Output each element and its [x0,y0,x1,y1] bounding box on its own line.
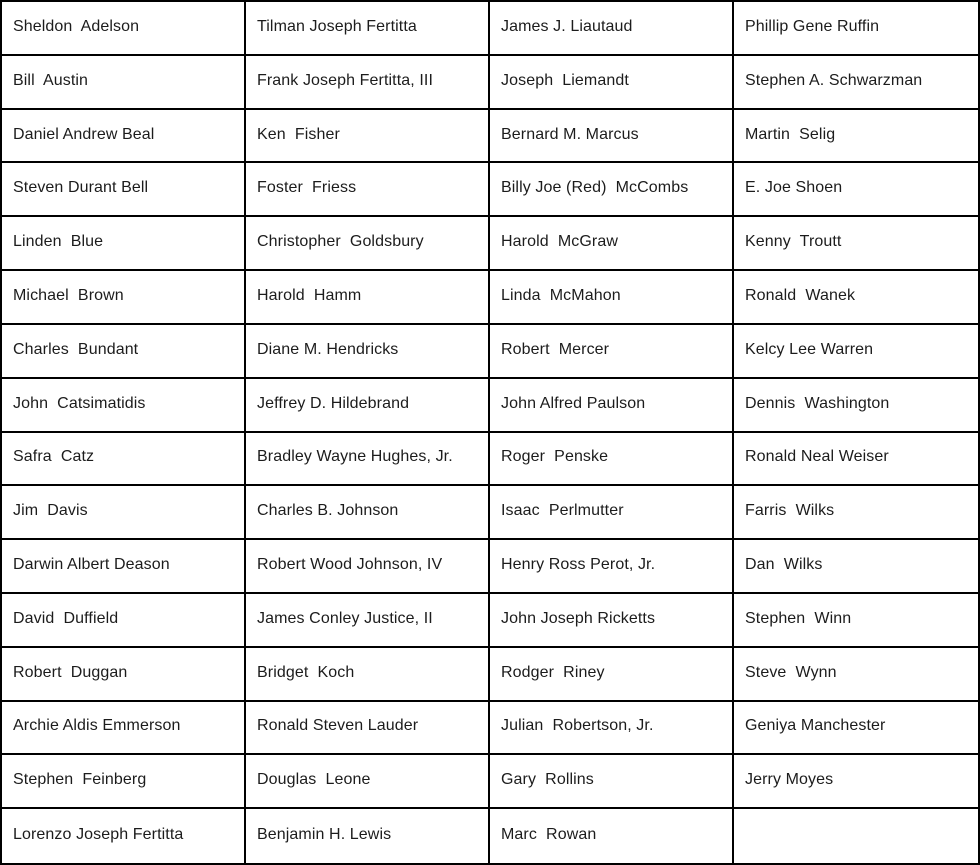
person-name: Stephen A. Schwarzman [745,71,923,89]
table-cell [734,271,978,325]
table-cell [490,325,734,379]
table-cell [2,594,246,648]
person-name: Kenny Troutt [745,233,842,251]
person-name: Bernard M. Marcus [501,125,639,143]
table-cell [734,648,978,702]
table-cell [2,110,246,164]
person-name: Marc Rowan [501,826,597,844]
person-name: James Conley Justice, II [257,609,433,627]
table-cell [734,594,978,648]
person-name: Joseph Liemandt [501,71,629,89]
table-cell [2,217,246,271]
person-name: Linda McMahon [501,286,621,304]
person-name: Tilman Joseph Fertitta [257,17,417,35]
table-cell [490,809,734,863]
person-name: Dennis Washington [745,394,890,412]
table-cell [734,110,978,164]
table-cell [734,540,978,594]
table-cell [2,755,246,809]
person-name: Phillip Gene Ruffin [745,17,880,35]
person-name: E. Joe Shoen [745,179,843,197]
table-cell [246,540,490,594]
person-name: Roger Penske [501,448,609,466]
table-cell [490,56,734,110]
table-cell [2,56,246,110]
person-name: Jim Davis [13,502,88,520]
person-name: Ronald Neal Weiser [745,448,889,466]
person-name: Kelcy Lee Warren [745,340,874,358]
table-cell [246,755,490,809]
person-name: Martin Selig [745,125,836,143]
table-cell [246,163,490,217]
table-cell [490,271,734,325]
table-cell [246,702,490,756]
person-name: Frank Joseph Fertitta, III [257,71,433,89]
person-name: Stephen Winn [745,609,852,627]
table-cell [246,809,490,863]
person-name: Gary Rollins [501,771,594,789]
person-name: James J. Liautaud [501,17,633,35]
person-name: Douglas Leone [257,771,371,789]
table-cell [490,755,734,809]
table-cell [246,379,490,433]
person-name: Michael Brown [13,286,124,304]
table-cell [490,379,734,433]
table-cell [246,110,490,164]
person-name: Diane M. Hendricks [257,340,399,358]
table-cell [246,271,490,325]
person-name: Foster Friess [257,179,357,197]
person-name: Billy Joe (Red) McCombs [501,179,689,197]
person-name: Charles B. Johnson [257,502,399,520]
person-name: Lorenzo Joseph Fertitta [13,826,184,844]
table-cell [734,486,978,540]
person-name: Darwin Albert Deason [13,556,170,574]
table-cell [490,486,734,540]
table-cell [734,56,978,110]
table-cell [734,755,978,809]
table-cell [246,648,490,702]
person-name: Jeffrey D. Hildebrand [257,394,410,412]
table-cell [2,540,246,594]
table-cell [490,648,734,702]
person-name: Safra Catz [13,448,95,466]
person-name: Archie Aldis Emmerson [13,717,181,735]
table-cell [490,433,734,487]
person-name: Robert Wood Johnson, IV [257,556,443,574]
table-cell [2,702,246,756]
person-name: Rodger Riney [501,663,605,681]
person-name: Ken Fisher [257,125,340,143]
person-name: John Alfred Paulson [501,394,646,412]
person-name: Christopher Goldsbury [257,233,424,251]
person-name: Geniya Manchester [745,717,886,735]
table-cell [2,486,246,540]
person-name: Julian Robertson, Jr. [501,717,654,735]
table-cell [246,594,490,648]
person-name: Henry Ross Perot, Jr. [501,556,656,574]
table-cell [490,540,734,594]
person-name: Benjamin H. Lewis [257,826,392,844]
person-name: Linden Blue [13,233,104,251]
person-name: Bradley Wayne Hughes, Jr. [257,448,453,466]
table-cell [490,217,734,271]
table-cell [246,2,490,56]
table-cell [490,110,734,164]
table-cell [2,379,246,433]
table-cell [246,325,490,379]
person-name: Steve Wynn [745,663,837,681]
table-cell [2,809,246,863]
person-name: Dan Wilks [745,556,823,574]
person-name: Farris Wilks [745,502,835,520]
person-name: Ronald Wanek [745,286,856,304]
table-cell [490,163,734,217]
person-name: Charles Bundant [13,340,139,358]
person-name: Isaac Perlmutter [501,502,624,520]
person-name: Harold McGraw [501,233,618,251]
person-name: Jerry Moyes [745,771,834,789]
table-cell [490,594,734,648]
table-cell [490,2,734,56]
person-name: Bill Austin [13,71,89,89]
person-name: Bridget Koch [257,663,355,681]
person-name: Stephen Feinberg [13,771,147,789]
person-name: Harold Hamm [257,286,362,304]
person-name: David Duffield [13,609,119,627]
table-cell [246,217,490,271]
person-name: Sheldon Adelson [13,17,140,35]
table-cell [2,433,246,487]
table-cell [246,486,490,540]
person-name: Daniel Andrew Beal [13,125,155,143]
person-name: Robert Mercer [501,340,610,358]
table-cell [246,433,490,487]
table-cell [734,809,978,863]
person-name: Steven Durant Bell [13,179,149,197]
table-cell [734,433,978,487]
person-name: John Joseph Ricketts [501,609,656,627]
table-cell [734,379,978,433]
table-cell [734,2,978,56]
table-cell [2,2,246,56]
table-cell [490,702,734,756]
table-cell [734,325,978,379]
table-cell [734,217,978,271]
person-name: John Catsimatidis [13,394,146,412]
table-cell [734,702,978,756]
person-name: Robert Duggan [13,663,128,681]
table-cell [2,271,246,325]
person-name: Ronald Steven Lauder [257,717,419,735]
table-cell [734,163,978,217]
table-cell [2,648,246,702]
table-cell [2,163,246,217]
table-cell [2,325,246,379]
table-cell [246,56,490,110]
